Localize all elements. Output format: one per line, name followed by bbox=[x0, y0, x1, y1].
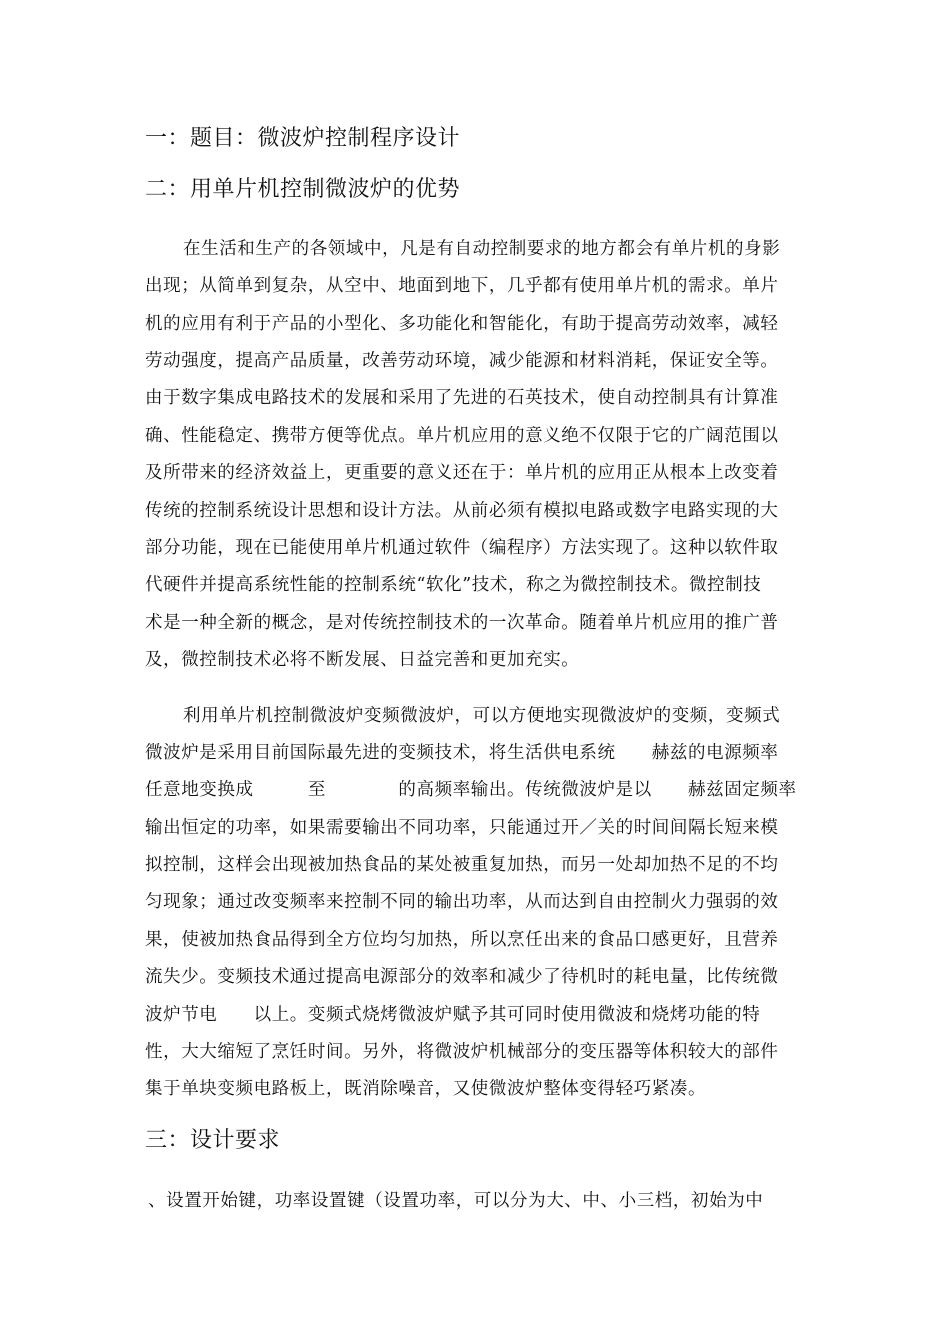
text-line: 及，微控制技术必将不断发展、日益完善和更加充实。 bbox=[145, 650, 580, 670]
heading-advantages: 二：用单片机控制微波炉的优势 bbox=[145, 177, 461, 202]
text-line: 部分功能，现在已能使用单片机通过软件（编程序）方法实现了。这种以软件取 bbox=[145, 538, 779, 558]
text-line: 出现；从简单到复杂，从空中、地面到地下，几乎都有使用单片机的需求。单片 bbox=[145, 276, 779, 296]
text-line: 波炉节电 以上。变频式烧烤微波炉赋予其可同时使用微波和烧烤功能的特 bbox=[145, 1005, 761, 1025]
text-line: 微波炉是采用目前国际最先进的变频技术，将生活供电系统 赫兹的电源频率 bbox=[145, 743, 779, 763]
requirement-item: 、设置开始键，功率设置键（设置功率，可以分为大、中、小三档，初始为中 bbox=[148, 1191, 764, 1211]
text-line: 性，大大缩短了烹饪时间。另外，将微波炉机械部分的变压器等体积较大的部件 bbox=[145, 1042, 779, 1062]
text-line: 拟控制，这样会出现被加热食品的某处被重复加热，而另一处却加热不足的不均 bbox=[145, 855, 779, 875]
text-line: 流失少。变频技术通过提高电源部分的效率和减少了待机时的耗电量，比传统微 bbox=[145, 967, 779, 987]
text-line: 及所带来的经济效益上，更重要的意义还在于：单片机的应用正从根本上改变着 bbox=[145, 463, 779, 483]
text-line: 在生活和生产的各领域中，凡是有自动控制要求的地方都会有单片机的身影 bbox=[183, 239, 781, 259]
text-line: 机的应用有利于产品的小型化、多功能化和智能化，有助于提高劳动效率，减轻 bbox=[145, 314, 779, 334]
text-line: 输出恒定的功率，如果需要输出不同功率，只能通过开／关的时间间隔长短来模 bbox=[145, 818, 779, 838]
text-line: 集于单块变频电路板上，既消除噪音，又使微波炉整体变得轻巧紧凑。 bbox=[145, 1079, 707, 1099]
text-line: 匀现象；通过改变频率来控制不同的输出功率，从而达到自由控制火力强弱的效 bbox=[145, 892, 779, 912]
text-line: 确、性能稳定、携带方便等优点。单片机应用的意义绝不仅限于它的广阔范围以 bbox=[145, 426, 779, 446]
text-line: 劳动强度，提高产品质量，改善劳动环境，减少能源和材料消耗，保证安全等。 bbox=[145, 351, 779, 371]
text-line: 果，使被加热食品得到全方位均匀加热，所以烹任出来的食品口感更好，且营养 bbox=[145, 930, 779, 950]
text-line: 由于数字集成电路技术的发展和采用了先进的石英技术，使自动控制具有计算准 bbox=[145, 388, 779, 408]
text-line: 代硬件并提高系统性能的控制系统“软化”技术，称之为微控制技术。微控制技 bbox=[145, 575, 762, 595]
text-line: 任意地变换成 至 的高频率输出。传统微波炉是以 赫兹固定频率 bbox=[145, 780, 797, 800]
heading-title: 一：题目：微波炉控制程序设计 bbox=[145, 126, 461, 151]
text-line: 术是一种全新的概念，是对传统控制技术的一次革命。随着单片机应用的推广普 bbox=[145, 613, 779, 633]
heading-requirements: 三：设计要求 bbox=[145, 1128, 281, 1153]
text-line: 利用单片机控制微波炉变频微波炉，可以方便地实现微波炉的变频，变频式 bbox=[183, 706, 781, 726]
text-line: 传统的控制系统设计思想和设计方法。从前必须有模拟电路或数字电路实现的大 bbox=[145, 501, 779, 521]
